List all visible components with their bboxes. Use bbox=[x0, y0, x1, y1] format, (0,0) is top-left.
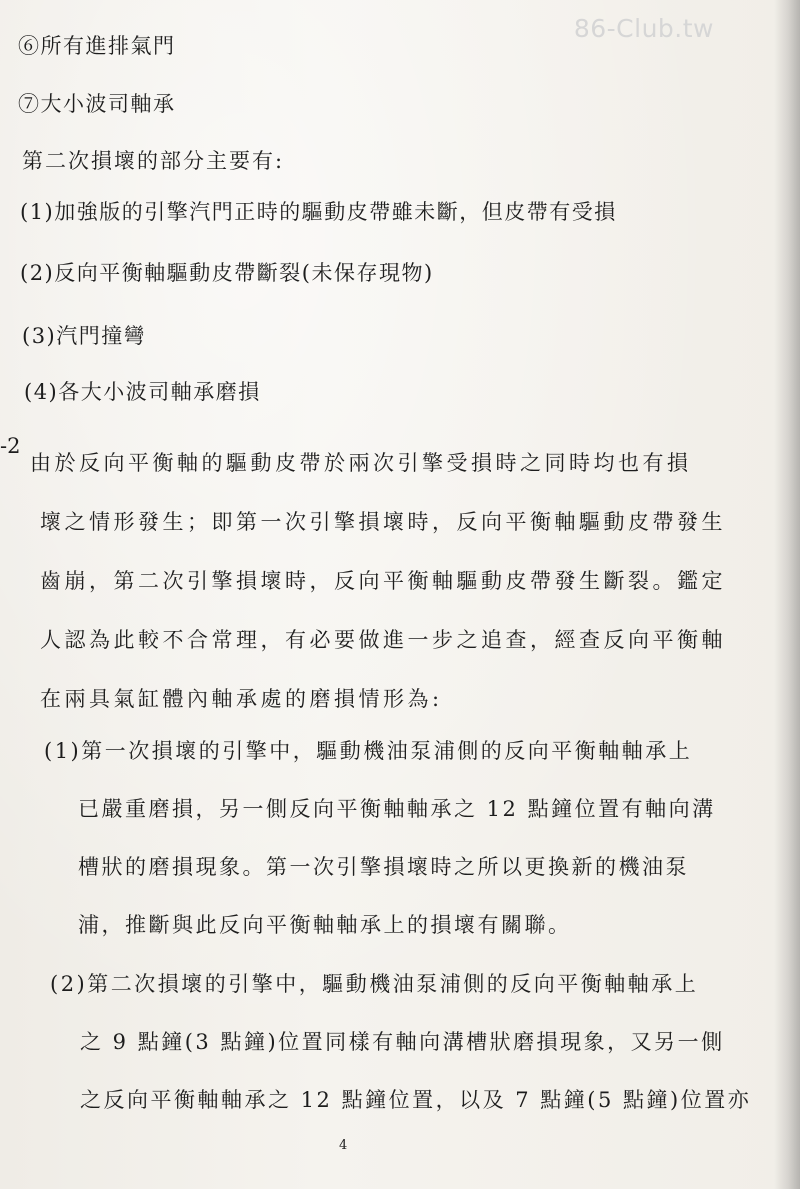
sub-item-2 bbox=[50, 955, 751, 1129]
paragraph-line: 在兩具氣缸體內軸承處的磨損情形為: bbox=[40, 687, 443, 711]
list-item: (3)汽門撞彎 bbox=[22, 324, 147, 348]
list-item: ⑥所有進排氣門 bbox=[18, 34, 176, 58]
list-item: (4)各大小波司軸承磨損 bbox=[24, 380, 261, 404]
section-heading: 第二次損壞的部分主要有: bbox=[22, 149, 285, 173]
section-number: -2 bbox=[0, 434, 21, 458]
sub-item-line: 浦，推斷與此反向平衡軸軸承上的損壞有關聯。 bbox=[78, 913, 572, 937]
paragraph-line: 壞之情形發生；即第一次引擎損壞時，反向平衡軸驅動皮帶發生 bbox=[40, 510, 726, 534]
sub-item-line: 已嚴重磨損，另一側反向平衡軸軸承之 12 點鐘位置有軸向溝 bbox=[78, 797, 716, 821]
sub-item-line: 之反向平衡軸軸承之 12 點鐘位置，以及 7 點鐘(5 點鐘)位置亦 bbox=[80, 1088, 752, 1112]
paragraph-line: 由於反向平衡軸的驅動皮帶於兩次引擎受損時之同時均也有損 bbox=[30, 451, 692, 475]
list-item: ⑦大小波司軸承 bbox=[18, 92, 176, 116]
sub-item-line: (2)第二次損壞的引擎中，驅動機油泵浦側的反向平衡軸軸承上 bbox=[50, 972, 699, 996]
sub-item-line: (1)第一次損壞的引擎中，驅動機油泵浦側的反向平衡軸軸承上 bbox=[44, 739, 693, 763]
page-number: 4 bbox=[339, 1138, 348, 1153]
sub-item-1 bbox=[44, 722, 716, 954]
list-item: (1)加強版的引擎汽門正時的驅動皮帶雖未斷，但皮帶有受損 bbox=[20, 200, 617, 224]
watermark: 86-Club.tw bbox=[573, 14, 714, 43]
sub-item-line: 槽狀的磨損現象。第一次引擎損壞時之所以更換新的機油泵 bbox=[78, 855, 689, 879]
paragraph-line: 齒崩，第二次引擎損壞時，反向平衡軸驅動皮帶發生斷裂。鑑定 bbox=[40, 569, 726, 593]
scan-shadow-edge bbox=[774, 0, 800, 1189]
section-paragraph bbox=[30, 434, 726, 729]
list-item: (2)反向平衡軸驅動皮帶斷裂(未保存現物) bbox=[20, 261, 434, 285]
sub-item-line: 之 9 點鐘(3 點鐘)位置同樣有軸向溝槽狀磨損現象，又另一側 bbox=[80, 1030, 725, 1054]
paragraph-line: 人認為此較不合常理，有必要做進一步之追查，經查反向平衡軸 bbox=[40, 628, 726, 652]
